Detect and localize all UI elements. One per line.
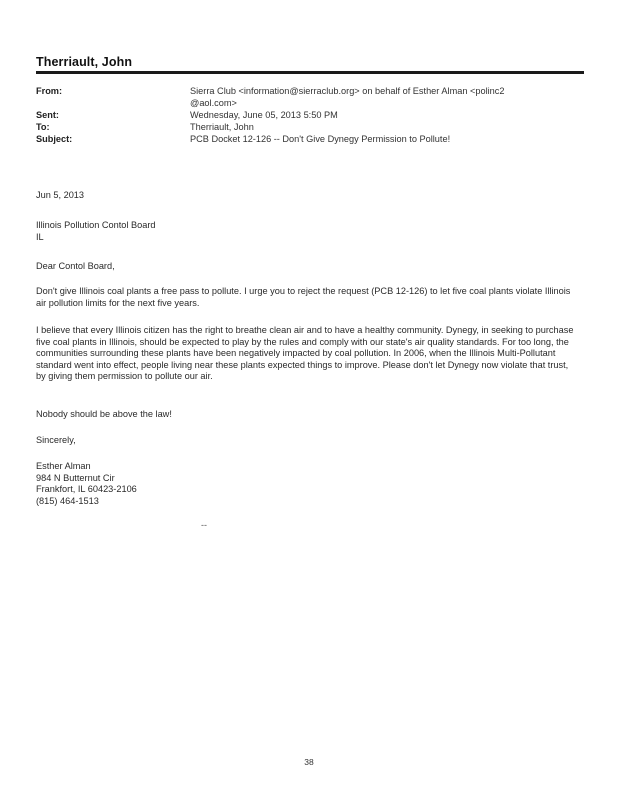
header-label-sent: Sent: — [36, 110, 59, 120]
recipient-line-2: IL — [36, 231, 44, 242]
letter-date: Jun 5, 2013 — [36, 190, 85, 200]
header-divider — [36, 71, 584, 74]
header-value-sent: Wednesday, June 05, 2013 5:50 PM — [190, 110, 338, 120]
letter-salutation: Dear Contol Board, — [36, 261, 115, 271]
header-value-to: Therriault, John — [190, 122, 254, 132]
header-row-to — [36, 121, 584, 133]
signature-name: Esther Alman — [36, 461, 91, 471]
header-label-to: To: — [36, 122, 50, 132]
header-value-subject: PCB Docket 12-126 -- Don't Give Dynegy Permission to Pollute! — [190, 134, 451, 144]
signature-street: 984 N Butternut Cir — [36, 472, 115, 483]
stray-mark: -- — [201, 520, 207, 530]
header-row-sent — [36, 109, 584, 121]
sender-name: Therriault, John — [36, 55, 133, 69]
signature-city: Frankfort, IL 60423-2106 — [36, 484, 137, 495]
signature-phone: (815) 464-1513 — [36, 495, 99, 506]
letter-paragraph-1: Don't give Illinois coal plants a free pass to pollute. I urge you to reject the request (PCB 12-126) to let five coal plants violate Illinois air pollution limits for the next five years. — [36, 286, 571, 308]
header-row-from — [36, 85, 584, 109]
header-row-subject — [36, 133, 584, 145]
letter-paragraph-3: Nobody should be above the law! — [36, 409, 172, 419]
header-label-subject: Subject: — [36, 134, 73, 144]
signature-block — [36, 461, 576, 507]
recipient-line-1: Illinois Pollution Contol Board — [36, 220, 156, 230]
header-value-from: Sierra Club <information@sierraclub.org> on behalf of Esther Alman <polinc2 @aol.com> — [190, 86, 505, 108]
header-label-from: From: — [36, 86, 63, 96]
letter-closing: Sincerely, — [36, 435, 76, 445]
letter-recipient — [36, 220, 576, 243]
page-number: 38 — [304, 757, 314, 767]
email-header-table — [36, 85, 584, 145]
letter-paragraph-2: I believe that every Illinois citizen has the right to breathe clean air and to have a healthy community. Dynegy, in seeking to purchase five coal plants in Illinois, should be expected to play by the rules and comply with our state's air quality standards. For too long, the communities surrounding these plants have been negatively impacted by coal pollution. In 2006, when the Illinois Multi-Pollutant standard went into effect, people living near these plants expected things to improve. Please don't let Dynegy now violate that trust, by giving them permission to pollute our air. — [36, 325, 574, 382]
